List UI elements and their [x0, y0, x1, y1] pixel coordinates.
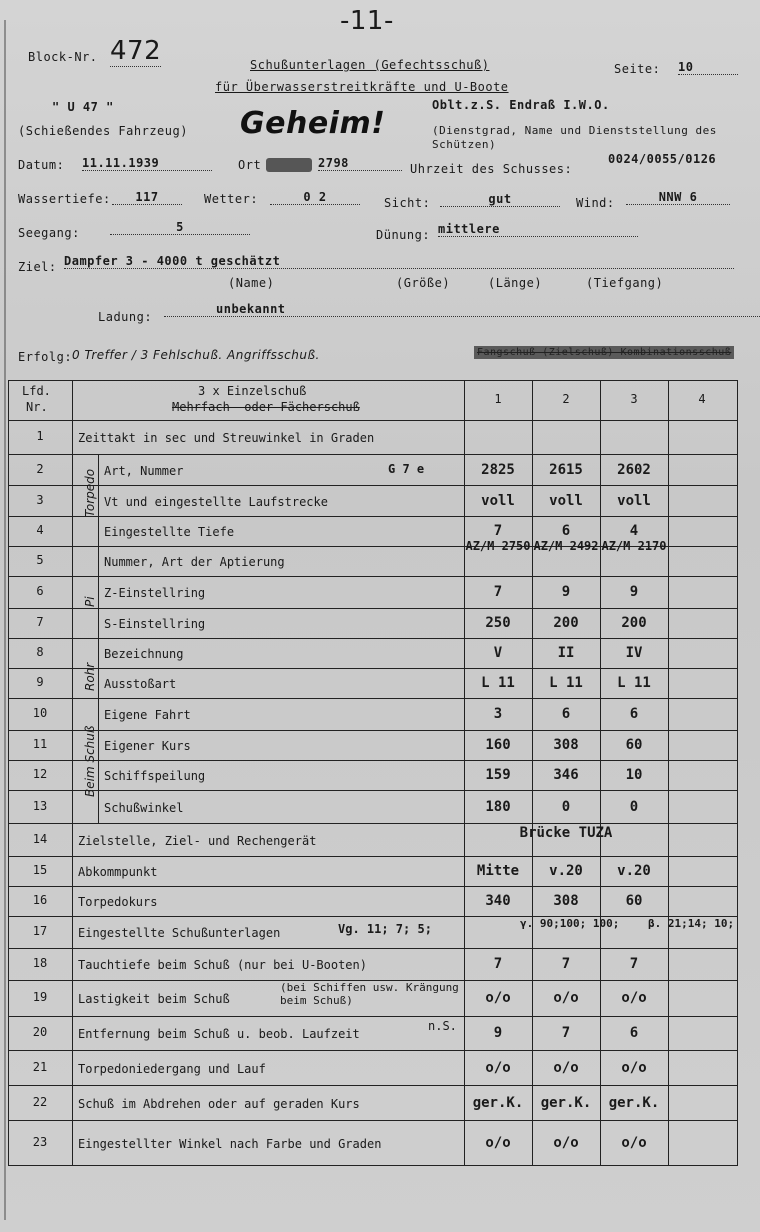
sea-label: Seegang:: [18, 226, 80, 240]
table-rule: [8, 608, 738, 609]
row-annotation-gamma: γ. 90;100; 100;: [520, 917, 620, 930]
cell-value: voll: [481, 492, 515, 509]
row-label: Eingestellte Schußunterlagen: [78, 926, 281, 940]
table-rule: [8, 1085, 738, 1086]
cell-value: 7: [493, 956, 503, 972]
table-rule: [8, 485, 738, 486]
row-label: Schiffspeilung: [104, 769, 206, 783]
table-rule: [8, 790, 738, 791]
row-label: Eigener Kurs: [104, 739, 191, 753]
table-rule: [8, 1016, 738, 1017]
table-rule: [8, 638, 738, 639]
cell-value: 60: [625, 893, 643, 909]
cell-value: 7: [561, 1025, 571, 1041]
row-label: S-Einstellring: [104, 617, 206, 631]
result-value: 0 Treffer / 3 Fehlschuß. Angriffsschuß.: [72, 348, 320, 362]
cell-value: IV: [625, 645, 643, 661]
row-number: 5: [36, 553, 44, 567]
row-label: Schußwinkel: [104, 800, 184, 815]
depth-value: 117: [112, 190, 182, 205]
result-struck-options: Fangschuß (Zielschuß) Kombinationsschuß: [474, 346, 734, 359]
cell-value: 308: [553, 893, 579, 909]
block-number: 472: [110, 36, 162, 66]
caption-draught: (Tiefgang): [586, 276, 664, 290]
row-number: 23: [32, 1134, 48, 1149]
cell-value: 160: [485, 737, 511, 753]
row-number: 21: [32, 1059, 48, 1074]
cell-value: o/o: [553, 1059, 579, 1076]
table-rule: [8, 576, 738, 577]
col-head-lfd: Lfd.: [22, 384, 51, 398]
row-number: 13: [32, 798, 48, 813]
cell-value: 2825: [481, 461, 515, 478]
row-label: Eigene Fahrt: [104, 708, 191, 722]
row-annotation: Vg. 11; 7; 5;: [338, 922, 432, 936]
cell-value: o/o: [621, 1059, 647, 1076]
swell-value: mittlere: [438, 222, 638, 237]
table-rule: [8, 856, 738, 857]
cell-value: Mitte: [476, 863, 520, 879]
row-number: 14: [32, 831, 48, 846]
cell-value: II: [557, 645, 575, 661]
cell-value: 4: [629, 523, 639, 539]
form-title: Schußunterlagen (Gefechtsschuß): [250, 58, 490, 72]
row-number: 15: [32, 863, 48, 877]
table-rule-right: [737, 380, 738, 1165]
table-rule: [8, 760, 738, 761]
row-annotation-beta: β. 21;14; 10;: [648, 917, 735, 930]
table-rule: [8, 668, 738, 669]
row-number: 19: [32, 990, 48, 1004]
swell-label: Dünung:: [376, 228, 431, 242]
row-label: Zielstelle, Ziel- und Rechengerät: [78, 833, 317, 848]
target-value: Dampfer 3 - 4000 t geschätzt: [64, 254, 734, 269]
row-label: Zeittakt in sec und Streuwinkel in Graden: [78, 431, 375, 445]
row-label: Art, Nummer: [104, 463, 184, 478]
col-head-4: 4: [698, 392, 706, 406]
result-label: Erfolg:: [18, 350, 73, 364]
cell-value: 0: [561, 798, 571, 815]
shot-table: [8, 380, 738, 1165]
cell-value: 6: [629, 706, 639, 722]
row-number: 12: [32, 767, 48, 781]
row-label: Abkommpunkt: [78, 865, 158, 879]
row-label: Vt und eingestellte Laufstrecke: [104, 494, 328, 509]
row-number: 6: [36, 584, 44, 598]
group-rohr: Rohr: [83, 662, 97, 691]
group-pi: Pi: [83, 596, 97, 607]
row-number: 2: [36, 461, 44, 476]
table-rule: [8, 916, 738, 917]
col-head-nr: Nr.: [26, 400, 48, 414]
form-subtitle: für Überwasserstreitkräfte und U-Boote: [215, 80, 509, 94]
cell-value: o/o: [485, 1059, 511, 1076]
cell-value: V: [493, 645, 503, 661]
cell-value: 2602: [617, 461, 651, 478]
date-label: Datum:: [18, 158, 65, 172]
cell-value: voll: [549, 492, 583, 509]
row-label: Eingestellter Winkel nach Farbe und Graden: [78, 1136, 382, 1151]
table-rule: [8, 1120, 738, 1121]
col-head-3: 3: [630, 392, 638, 406]
table-rule: [8, 698, 738, 699]
row-label: Torpedoniedergang und Lauf: [78, 1061, 266, 1076]
time-value: 0024/0055/0126: [608, 152, 717, 166]
cell-value: 250: [485, 615, 511, 631]
cell-value: 9: [629, 584, 639, 600]
table-rule-col: [72, 380, 73, 1165]
row-label: Ausstoßart: [104, 677, 177, 691]
row-number: 4: [36, 523, 44, 537]
table-rule-col: [668, 380, 669, 1165]
cell-value: 9: [493, 1025, 503, 1041]
cell-value: L 11: [617, 675, 651, 691]
cell-value: o/o: [553, 990, 579, 1006]
col-head-1: 1: [494, 392, 502, 406]
cell-value: o/o: [485, 1134, 511, 1151]
cell-value: 6: [561, 706, 571, 722]
cell-value: L 11: [549, 675, 583, 691]
cell-value: 308: [553, 737, 579, 753]
table-rule: [8, 1165, 738, 1166]
row-number: 10: [32, 706, 48, 720]
row-number: 7: [36, 615, 44, 629]
cell-value: 9: [561, 584, 571, 600]
row-label: Eingestellte Tiefe: [104, 525, 235, 539]
col-head-2: 2: [562, 392, 570, 406]
row-span-value: Brücke TUZA: [519, 825, 613, 841]
row-label: Z-Einstellring: [104, 586, 206, 600]
cell-value: voll: [617, 492, 651, 509]
table-rule-top: [8, 380, 738, 381]
cell-value: 340: [485, 893, 511, 909]
row-label: Lastigkeit beim Schuß: [78, 992, 230, 1006]
sight-value: gut: [440, 192, 560, 207]
row-number: 22: [32, 1094, 48, 1109]
table-rule: [8, 454, 738, 455]
cell-value: 159: [485, 767, 511, 783]
row-number: 11: [32, 737, 48, 751]
cell-value: ger.K.: [608, 1094, 660, 1111]
wind-value: NNW 6: [626, 190, 730, 205]
boat-caption: (Schießendes Fahrzeug): [18, 124, 188, 138]
cell-value: AZ/M 2750: [465, 539, 531, 553]
location-label: Ort: [238, 158, 262, 172]
cell-value: ger.K.: [472, 1094, 524, 1111]
cell-value: ger.K.: [540, 1094, 592, 1111]
cell-value: L 11: [481, 675, 515, 691]
cell-value: o/o: [553, 1134, 579, 1151]
cell-value: o/o: [621, 990, 647, 1006]
secret-stamp: Geheim!: [240, 106, 386, 141]
table-rule-left: [8, 380, 9, 1165]
cell-value: 200: [621, 615, 647, 631]
cell-value: o/o: [485, 990, 511, 1006]
cell-value: AZ/M 2492: [533, 539, 599, 553]
row-annotation: (bei Schiffen usw. Krängung beim Schuß): [280, 981, 459, 1007]
group-torpedo: Torpedo: [83, 468, 97, 517]
cell-value: 0: [629, 798, 639, 815]
cell-value: 60: [625, 737, 643, 753]
table-rule: [8, 730, 738, 731]
sight-label: Sicht:: [384, 196, 431, 210]
row-label: Tauchtiefe beim Schuß (nur bei U-Booten): [78, 958, 367, 972]
cell-value: 6: [629, 1025, 639, 1041]
cell-value: 2615: [549, 461, 583, 478]
weather-label: Wetter:: [204, 192, 259, 206]
group-beim-schuss: Beim Schuß: [83, 725, 97, 797]
row-number: 3: [36, 492, 44, 507]
row-number: 17: [32, 924, 48, 938]
cell-value: 7: [493, 523, 503, 539]
cell-value: v.20: [549, 863, 583, 879]
location-smudge: [266, 158, 312, 172]
table-rule: [8, 948, 738, 949]
row-number: 8: [36, 645, 44, 659]
table-rule: [8, 420, 738, 421]
cell-value: AZ/M 2170: [601, 539, 667, 553]
boat-name: " U 47 ": [52, 100, 114, 114]
cargo-value: unbekannt: [164, 302, 760, 317]
caption-size: (Größe): [396, 276, 451, 290]
row-label: Entfernung beim Schuß u. beob. Laufzeit: [78, 1027, 360, 1041]
cell-value: 346: [553, 767, 579, 783]
cell-value: 3: [493, 706, 503, 722]
date-value: 11.11.1939: [82, 156, 212, 171]
cell-value: v.20: [617, 863, 651, 879]
location-value: 2798: [318, 156, 402, 171]
cell-value: 10: [625, 767, 643, 783]
weather-value: 0 2: [270, 190, 360, 205]
wind-label: Wind:: [576, 196, 615, 210]
cell-value: 200: [553, 615, 579, 631]
caption-name: (Name): [228, 276, 275, 290]
cell-value: 6: [561, 523, 571, 539]
table-rule: [8, 823, 738, 824]
table-rule: [8, 1050, 738, 1051]
page-edge: [4, 20, 6, 1220]
row-label: Bezeichnung: [104, 647, 184, 661]
table-rule: [8, 516, 738, 517]
table-rule: [8, 886, 738, 887]
page-mark: -11-: [340, 6, 394, 36]
page-number: 10: [678, 60, 738, 75]
caption-length: (Länge): [488, 276, 543, 290]
cell-value: 7: [493, 584, 503, 600]
officer-caption: (Dienstgrad, Name und Dienststellung des Schützen): [432, 124, 717, 151]
row-label: Torpedokurs: [78, 895, 158, 909]
row-number: 18: [32, 956, 48, 970]
block-label: Block-Nr.: [28, 50, 98, 64]
col-head-struck: Mehrfach- oder Fächerschuß: [172, 400, 360, 414]
target-label: Ziel:: [18, 260, 57, 274]
table-rule-group: [98, 454, 99, 824]
row-number: 16: [32, 893, 48, 907]
row-number: 9: [36, 675, 44, 689]
row-label: Schuß im Abdrehen oder auf geraden Kurs: [78, 1096, 360, 1111]
sea-value: 5: [110, 220, 250, 235]
row-number: 1: [36, 429, 44, 443]
page-label: Seite:: [614, 62, 661, 76]
col-head-title: 3 x Einzelschuß: [198, 384, 307, 398]
time-label: Uhrzeit des Schusses:: [410, 162, 573, 176]
cell-value: 7: [629, 956, 639, 972]
row-label: Nummer, Art der Aptierung: [104, 555, 285, 569]
cell-value: 180: [485, 798, 511, 815]
row-annotation: n.S.: [428, 1019, 457, 1033]
cell-value: 7: [561, 956, 571, 972]
officer-name: Oblt.z.S. Endraß I.W.O.: [432, 98, 610, 112]
depth-label: Wassertiefe:: [18, 192, 111, 206]
cargo-label: Ladung:: [98, 310, 153, 324]
cell-value: o/o: [621, 1134, 647, 1151]
row-annotation: G 7 e: [388, 461, 425, 476]
row-number: 20: [32, 1025, 48, 1039]
